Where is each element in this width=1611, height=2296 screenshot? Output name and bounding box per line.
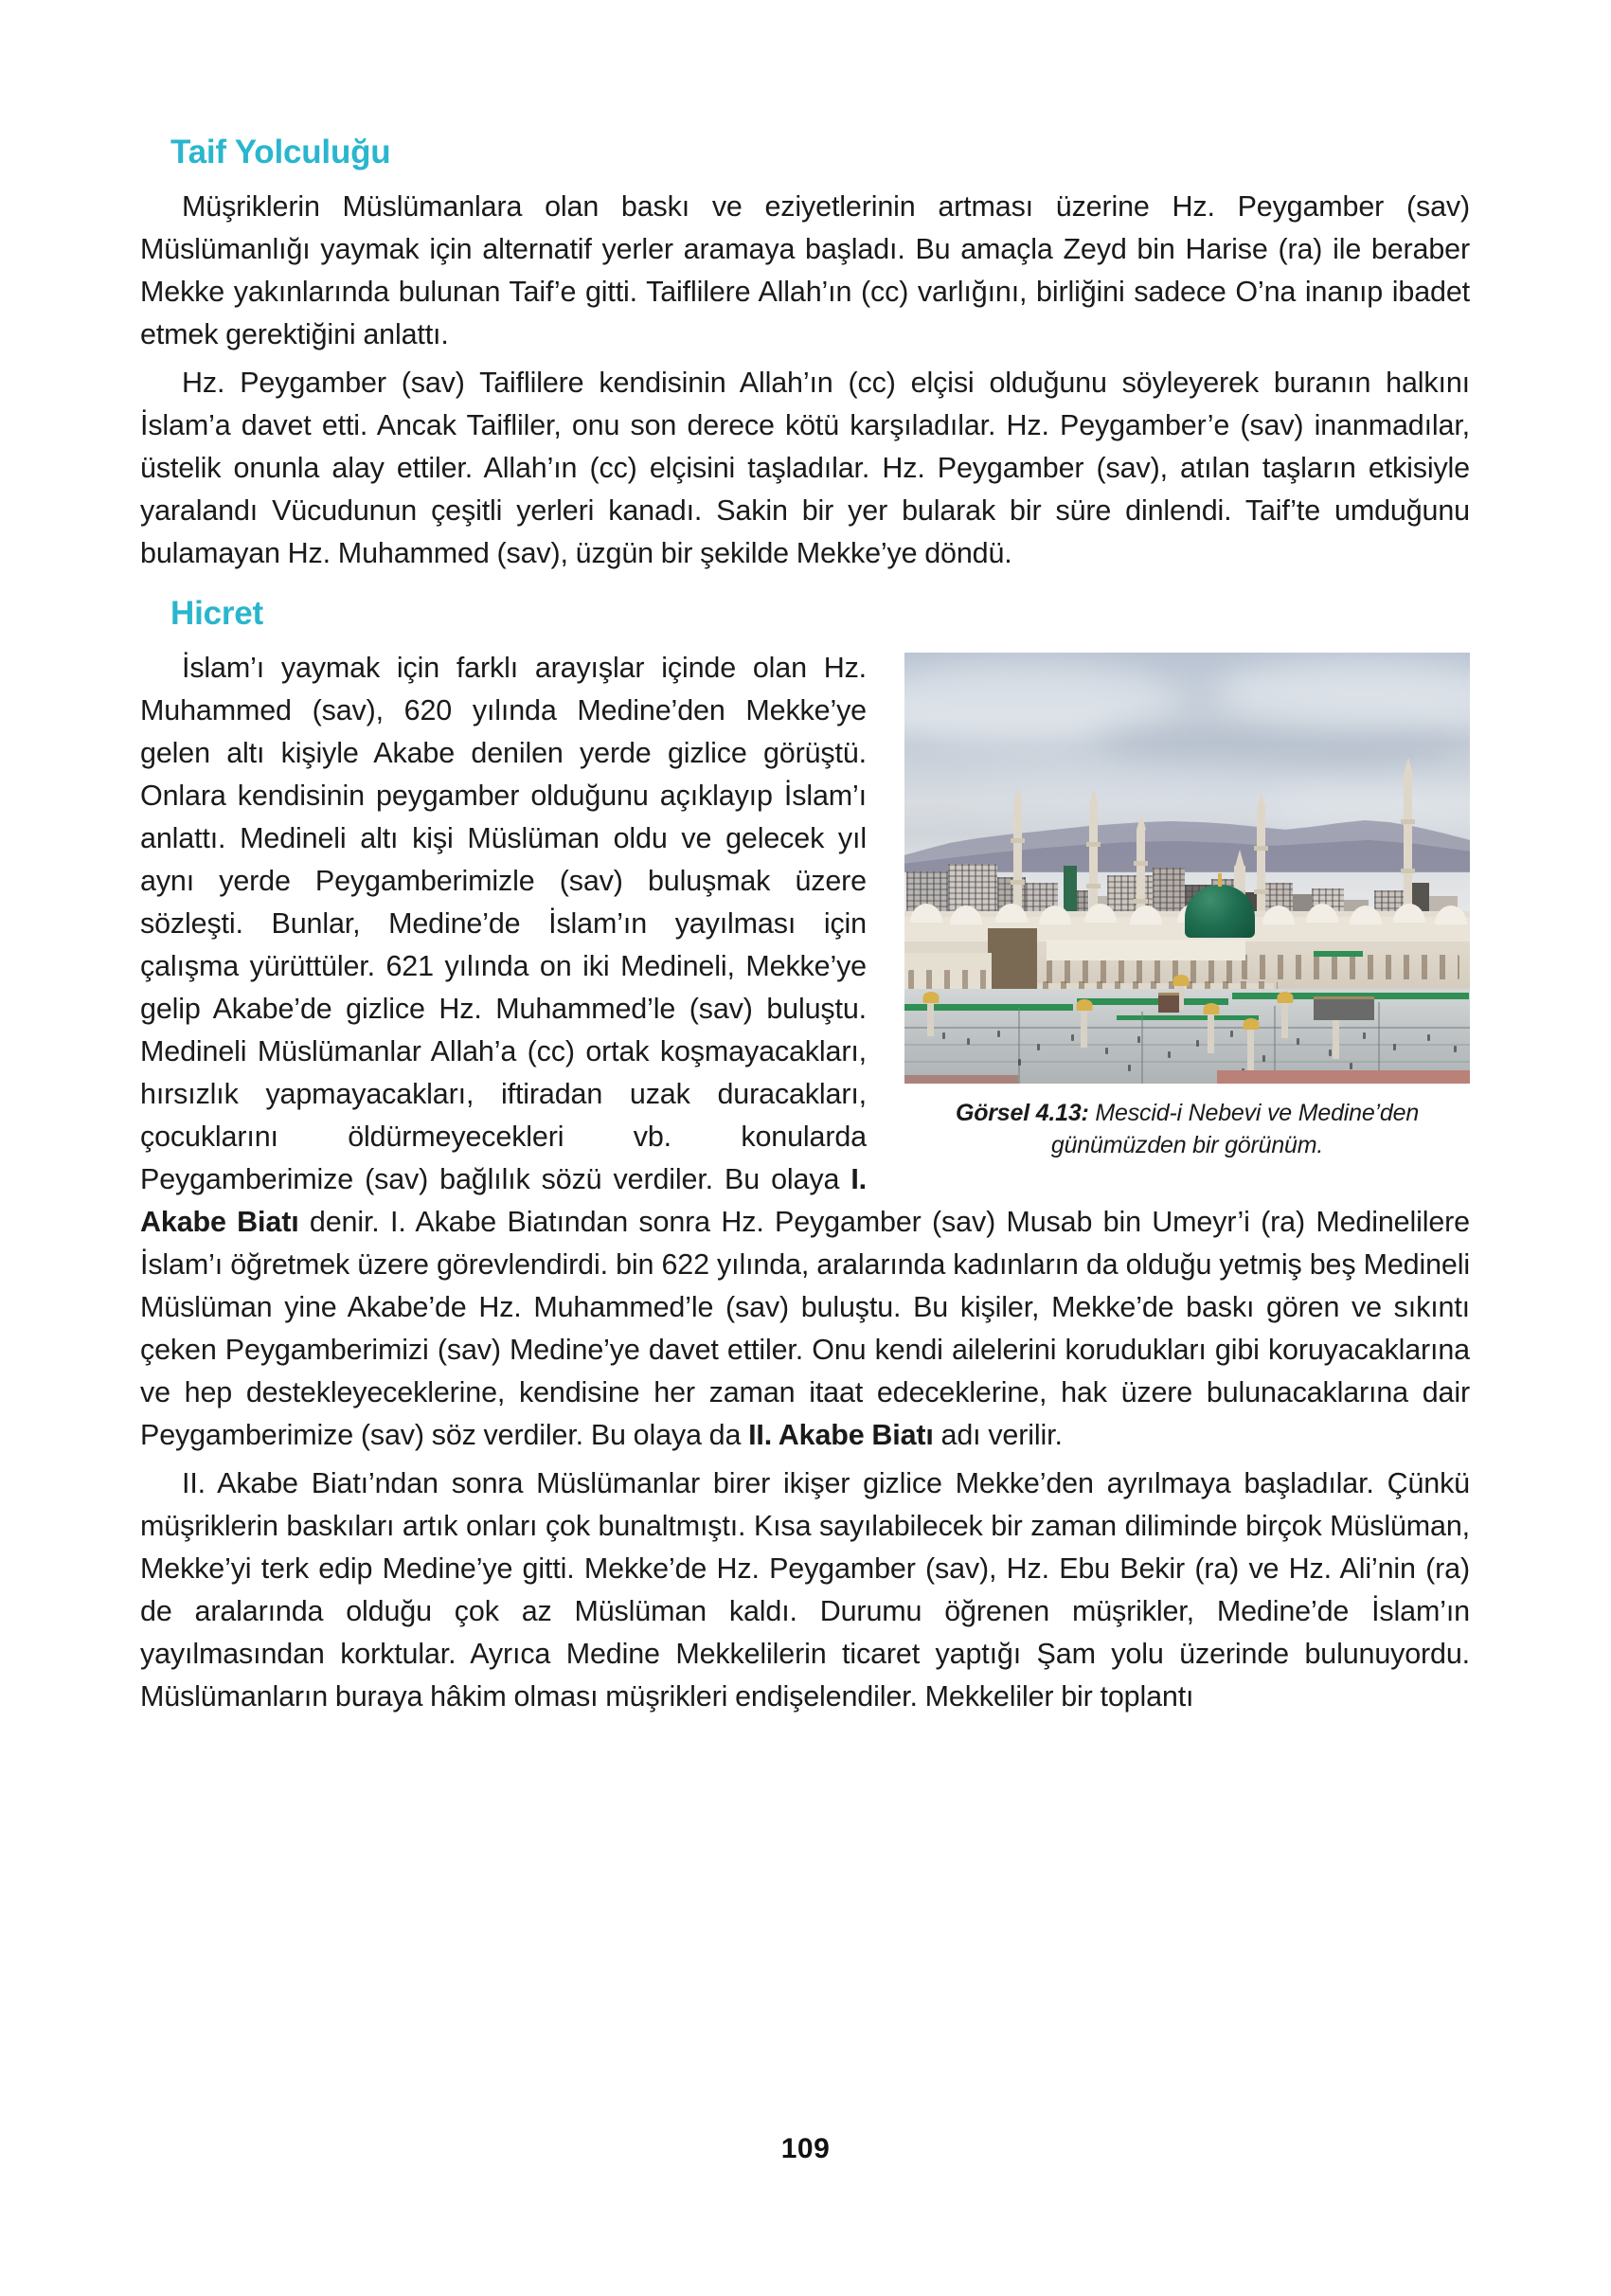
photo-courtyard-structure: [1158, 993, 1179, 1013]
paragraph-hicret-part1: İslam’ı yaymak için farklı arayışlar içinde olan Hz. Muhammed (sav), 620 yılında Medine’den Mekke’ye gelen altı kişiyle Akabe denilen yerde gizlice görüştü. Onlara kendisinin peygamber olduğunu açıklayıp İslam’ı anlattı. Medineli altı kişi Müslüman oldu ve gelecek yıl aynı yerde Peygamberimizle (sav) buluşmak üzere sözleşti. Bunlar, Medine’de İslam’ın yayılması için çalışma yürüttüler. 621 yılında on iki Medineli, Mekke’ye gelip Akabe’de gizlice Hz. Muhammed’le (sav) buluştu. Medineli Müslümanlar Allah’a (cc) ortak koşmayacakları, hırsızlık yapmayacakları, iftiradan uzak duracakları, çocuklarını öldürmeyecekleri vb. konularda Peygamberimize (sav) bağlılık sözü verdiler. Bu olaya: [140, 652, 867, 1195]
photo-green-carpet: [1117, 1015, 1259, 1020]
term-ii-akabe-biati: II. Akabe Biatı: [748, 1419, 934, 1451]
photo-umbrella-mast: [927, 1002, 934, 1036]
page-content: [140, 133, 1470, 1724]
section-heading-hicret: Hicret: [170, 595, 264, 632]
paragraph-taif-2: Hz. Peygamber (sav) Taiflilere kendisinin Allah’ın (cc) elçisi olduğunu söyleyerek buranın halkını İslam’a davet etti. Ancak Taifliler, onu son derece kötü karşıladılar. Hz. Peygamber’e (sav) inanmadılar, üstelik onunla alay ettiler. Allah’ın (cc) elçisini taşladılar. Hz. Peygamber (sav), atılan taşların etkisiyle yaralandı Vücudunun çeşitli yerleri kanadı. Sakin bir yer bularak bir süre dinlendi. Taif’te umduğunu bulamayan Hz. Muhammed (sav), üzgün bir şekilde Mekke’ye döndü.: [140, 367, 1470, 569]
photo-courtyard-structure: [1314, 996, 1374, 1020]
photo-gate-block: [988, 928, 1037, 996]
paragraph-hicret-part3: adı verilir.: [933, 1419, 1063, 1451]
photo-umbrella-mast: [1247, 1029, 1254, 1072]
figure-caption: [904, 1084, 1470, 1161]
photo-umbrella-mast: [1208, 1013, 1214, 1053]
figure-caption-label: Görsel 4.13:: [955, 1100, 1089, 1126]
term-i-akabe-biati: I. Akabe Biatı: [140, 1163, 867, 1238]
page-number: 109: [780, 2133, 831, 2164]
photo-umbrella-mast: [1281, 1002, 1288, 1038]
paragraph-hicret-part2: denir. I. Akabe Biatından sonra Hz. Peygamber (sav) Musab bin Umeyr’i (ra) Medinelilere İslam’ı öğretmek üzere görevlendirdi. bin 622 yılında, aralarında kadınların da olduğu yetmiş beş Medineli Müslüman yine Akabe’de Hz. Muhammed’le (sav) buluştu. Bu kişiler, Mekke’de baskı gören ve sıkıntı çeken Peygamberimizi (sav) Medine’ye davet ettiler. Onu kendi ailelerini korudukları gibi koruyacaklarına ve hep destekleyeceklerine, kendisine her zaman itaat edeceklerine, hak üzere bulunacaklarına dair Peygamberimize (sav) söz verdiler. Bu olaya da: [140, 1206, 1470, 1451]
figure-photo-mescid-i-nebevi: [904, 653, 1470, 1084]
figure-caption-text: Mescid-i Nebevi ve Medine’den günümüzden bir görünüm.: [1050, 1100, 1420, 1158]
photo-foreground-roof: [1217, 1070, 1470, 1084]
photo-foreground-roof: [904, 1075, 1018, 1084]
paragraph-taif-1: Müşriklerin Müslümanlara olan baskı ve eziyetlerinin artması üzerine Hz. Peygamber (sav) Müslümanlığı yaymak için alternatif yerler aramaya başladı. Bu amaçla Zeyd bin Harise (ra) ile beraber Mekke yakınlarında bulunan Taif’e gitti. Taiflilere Allah’ın (cc) varlığını, birliğini sadece O’na inanıp ibadet etmek gerektiğini anlattı.: [140, 190, 1470, 350]
photo-courtyard: [904, 989, 1470, 1084]
figure-gorsel-4-13: [904, 653, 1470, 1161]
photo-umbrella-mast: [1081, 1010, 1087, 1048]
photo-umbrella-mast: [1333, 1017, 1339, 1059]
section-heading-taif: Taif Yolculuğu: [170, 134, 391, 170]
paragraph-hicret-final: II. Akabe Biatı’ndan sonra Müslümanlar birer ikişer gizlice Mekke’den ayrılmaya başladılar. Çünkü müşriklerin baskıları artık onları çok bunaltmıştı. Kısa sayılabilecek bir zaman diliminde birçok Müslüman, Mekke’yi terk edip Medine’ye gitti. Mekke’de Hz. Peygamber (sav), Hz. Ebu Bekir (ra) ve Hz. Ali’nin (ra) de aralarında olduğu çok az Müslüman kaldı. Durumu öğrenen müşrikler, Medine’de İslam’ın yayılmasından korktular. Ayrıca Medine Mekkelilerin ticaret yaptığı Şam yolu üzerinde bulunuyordu. Müslümanların buraya hâkim olması müşrikleri endişelendiler. Mekkeliler bir toplantı: [140, 1467, 1470, 1713]
